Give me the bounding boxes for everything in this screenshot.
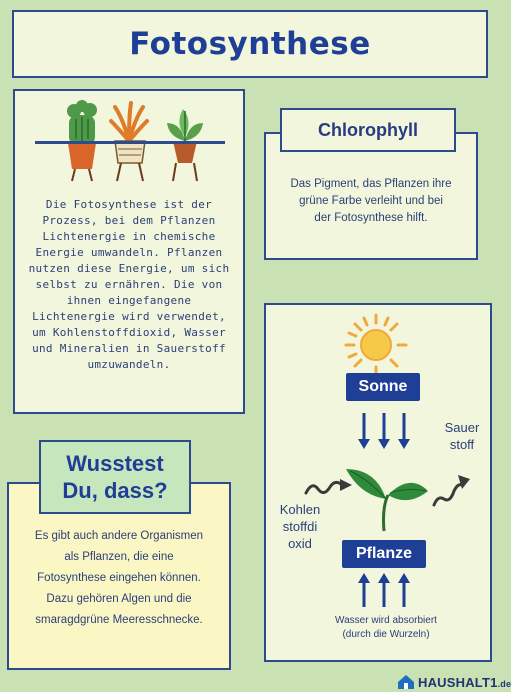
sun-icon xyxy=(344,313,408,377)
chlorophyll-line: der Fotosynthese hilft. xyxy=(314,212,428,224)
photosynthesis-diagram xyxy=(264,303,492,662)
chlorophyll-line: grüne Farbe verleiht und bei xyxy=(299,195,443,207)
intro-line: ihnen eingefangene xyxy=(66,294,192,307)
water-label xyxy=(306,614,466,642)
fact-label-line: Wusstest xyxy=(66,451,164,476)
title-card xyxy=(12,10,488,78)
sprout-icon xyxy=(340,463,430,533)
logo-suffix: .de xyxy=(497,678,511,689)
intro-text xyxy=(23,197,235,373)
intro-line: Prozess, bei dem Pflanzen xyxy=(42,214,216,227)
fact-line: smaragdgrüne Meeresschnecke. xyxy=(35,614,203,626)
intro-line: um Kohlenstoffdioxid, Wasser xyxy=(32,326,226,339)
co2-line: stoffdi xyxy=(282,519,318,534)
intro-line: Lichtenergie in chemische xyxy=(42,230,216,243)
intro-card xyxy=(13,89,245,414)
water-line: Wasser wird absorbiert xyxy=(335,615,437,626)
co2-line: oxid xyxy=(288,536,312,551)
fact-line: Dazu gehören Algen und die xyxy=(46,593,192,605)
fact-line: als Pflanzen, die eine xyxy=(64,551,174,563)
arrows-down-icon xyxy=(354,411,414,451)
intro-line: selbst zu ernähren. Die von xyxy=(35,278,223,291)
haushalt-logo xyxy=(397,672,511,692)
cactus-icon xyxy=(67,100,97,181)
chlorophyll-text xyxy=(274,176,468,227)
shelf-icon xyxy=(35,141,225,144)
oxygen-line: stoff xyxy=(449,437,475,452)
oxygen-line: Sauer xyxy=(444,420,480,435)
intro-line: Energie umwandeln. Pflanzen xyxy=(35,246,223,259)
plant-label: Pflanze xyxy=(342,540,426,568)
oxygen-label xyxy=(434,419,490,453)
fact-text xyxy=(17,526,221,631)
chlorophyll-line: Das Pigment, das Pflanzen ihre xyxy=(290,178,452,190)
intro-line: Lichtenergie wird verwendet, xyxy=(32,310,226,323)
water-line: (durch die Wurzeln) xyxy=(342,629,430,640)
arrows-up-icon xyxy=(354,573,414,609)
logo-text xyxy=(418,675,511,690)
intro-line: umzuwandeln. xyxy=(87,358,171,371)
fact-line: Fotosynthese eingehen können. xyxy=(37,572,201,584)
fact-label-line: Du, dass? xyxy=(62,478,168,503)
intro-line: und Mineralien in Sauerstoff xyxy=(32,342,226,355)
co2-line: Kohlen xyxy=(279,502,321,517)
page-title: Fotosynthese xyxy=(129,26,371,62)
sun-label: Sonne xyxy=(346,373,420,401)
oxygen-arrow-icon xyxy=(430,471,474,511)
logo-name: HAUSHALT1 xyxy=(418,674,498,690)
chlorophyll-label: Chlorophyll xyxy=(280,108,456,152)
leafy-plant-icon xyxy=(167,109,203,181)
plants-shelf-illustration xyxy=(35,97,225,189)
co2-label xyxy=(272,501,328,552)
intro-line: Die Fotosynthese ist der xyxy=(45,198,213,211)
fact-label xyxy=(39,440,191,514)
house-icon xyxy=(397,674,415,690)
fact-line: Es gibt auch andere Organismen xyxy=(34,530,204,542)
intro-line: nutzen diese Energie, um sich xyxy=(28,262,230,275)
